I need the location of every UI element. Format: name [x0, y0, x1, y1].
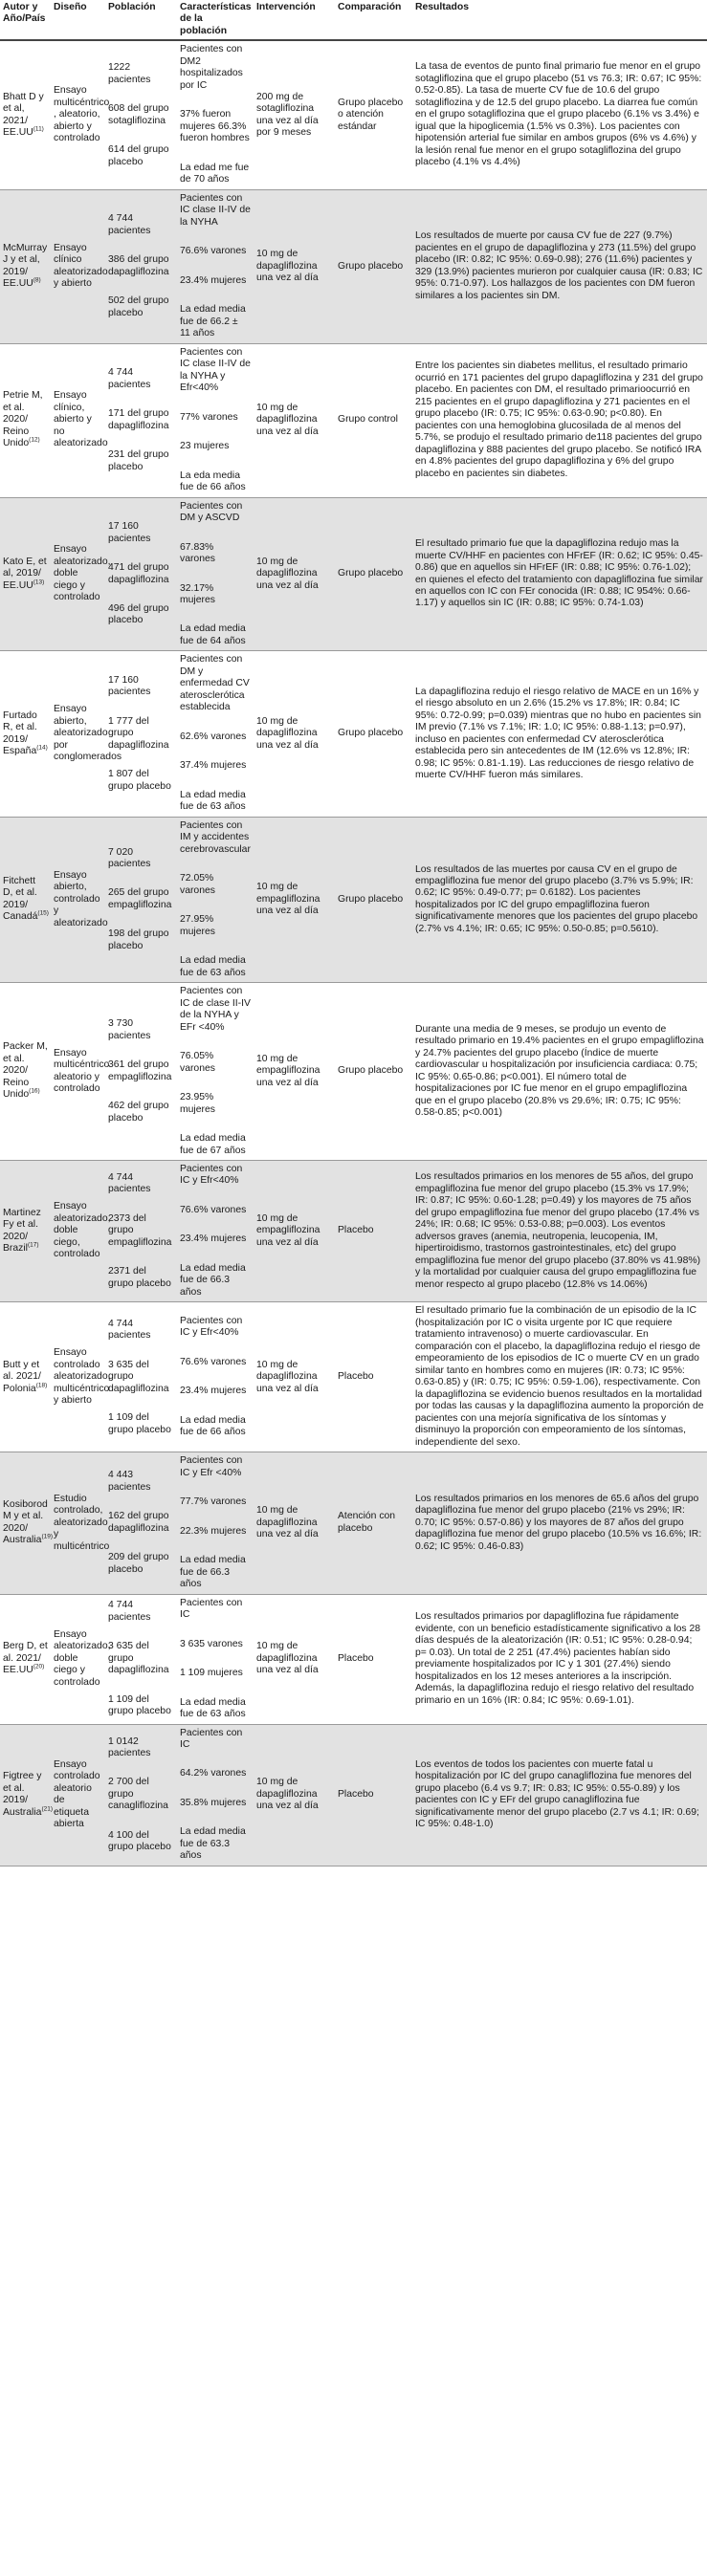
characteristic-item: La edad media fue de 63 años [180, 1696, 246, 1720]
characteristic-item: 23.95% mujeres [180, 1092, 215, 1115]
characteristic-item: Pacientes con IC [180, 1727, 243, 1750]
design-cell: Ensayo abierto, controlado y aleatorizado [51, 817, 105, 982]
author-name: McMurray J y et al, 2019/ EE.UU [3, 242, 48, 290]
comparison-cell: Grupo placebo [335, 189, 412, 343]
characteristic-item: 23 mujeres [180, 441, 230, 452]
comparison-cell: Placebo [338, 1652, 374, 1664]
author-cell [0, 1452, 51, 1594]
results-cell: El resultado primario fue la combinación de un episodio de la IC (hospitalización por IC o visita urgente por IC que requiere tratamiento intravenoso) o muerte cardiovascular. En comparación con el placebo, la dapagliflozina redujo el riesgo de empeoramiento de los episodios de IC o muerte CV en un grado similar tanto en hombres como en mujeres (IR: 0.73; IC 95%: 0.63-0.85) y (IR: 0.75; IC 95%: 0.59-1.06), respectivamente. Con la dapagliflozina se evidencio buenos resultados en la mortalidad por todas las causas y la dapagliflozina aumento la proporción de pacientes con una mejoría significativa de los síntomas y disminuyo la proporción con empeoramiento de los síntomas, independiente del sexo. [415, 1305, 704, 1448]
characteristic-item: La edad media fue de 66 años [180, 1414, 246, 1438]
comparison-cell: Grupo placebo [338, 728, 404, 739]
intervention-cell: 10 mg de dapagliflozina una vez al día [256, 1641, 319, 1676]
results-cell: Durante una media de 9 meses, se produjo un evento de resultado primario en 19.4% pacientes en el grupo empagliflozina y 24.7% pacientes del grupo placebo (Índice de muerte cardiovascular u hospitalización por insuficiencia cardiaca: 0.75; IC 95%: 0.65-0.86; p<0.001). El número total de hospitalizaciones por IC fue menor en el grupo empagliflozina que en el grupo placebo (20.8% vs 29.6%; IR: 0.75; IC 95%: 0.58-0.85; p<0.001) [415, 1023, 704, 1119]
author-cell [0, 983, 51, 1161]
population-item: 17 160 pacientes [108, 521, 151, 544]
characteristic-item: 76.6% varones [180, 1356, 247, 1367]
author-cell [0, 497, 51, 651]
reference-number: (12) [29, 436, 40, 444]
design-cell: Estudio controlado, aleatorizado y multicéntrico [51, 1452, 105, 1594]
results-cell: La tasa de eventos de punto final primario fue menor en el grupo sotagliflozina que el grupo placebo (51 vs 76.3; IR: 0.67; IC 95%: 0.52-0.85). La tasa de muerte CV fue de 10.6 del grupo sotagliflozina y de 12.5 del grupo placebo. La diarrea fue común en el grupo sotagliflozina que el grupo placebo (6.1% vs 3.4%) e igual que la hipoglicemia (1.5% vs 0.3%). Los pacientes con hipotensión arterial fue similar en ambos grupos (6% vs 4.6%) y la lesión renal fue menor en el grupo sotagliflozina del grupo placebo (4.1% vs 4.4%) [415, 61, 702, 168]
intervention-cell: 10 mg de dapagliflozina una vez al día [254, 1724, 335, 1866]
table-row [0, 1302, 707, 1452]
comparison-cell: Atención con placebo [335, 1452, 412, 1594]
design-cell: Ensayo controlado aleatorizado, multicéntrico y abierto [54, 1347, 111, 1407]
reference-number: (15) [37, 909, 49, 917]
characteristic-item: 22.3% mujeres [180, 1525, 247, 1537]
characteristic-item: La edad media fue de 66.3 años [180, 1555, 246, 1590]
author-cell [0, 40, 51, 189]
comparison-cell: Grupo placebo [335, 497, 412, 651]
characteristic-item: 77.7% varones [180, 1496, 247, 1508]
intervention-cell: 200 mg de sotagliflozina una vez al día por 9 meses [256, 91, 319, 139]
population-item: 4 443 pacientes [108, 1470, 151, 1493]
characteristics-cell [177, 1452, 254, 1594]
population-item: 502 del grupo placebo [108, 295, 169, 318]
population-item: 4 744 pacientes [108, 1600, 151, 1623]
reference-number: (14) [36, 744, 48, 752]
author-name: Butt y et al. 2021/ Polonia [3, 1359, 41, 1394]
population-item: 209 del grupo placebo [108, 1552, 169, 1575]
population-item: 608 del grupo sotagliflozina [108, 103, 169, 126]
results-cell: Los resultados primarios por dapagliflozina fue rápidamente evidente, con un beneficio estadísticamente significativo a los 28 días después de la aleatorización (IR: 0.51; IC 95%: 0.28-0.94; p= 0.03). Un total de 2 251 (47.4%) pacientes habían sido previamente hospitalizados por IC y 1 301 (27.4%) siendo hospitalizados en los 12 meses anteriores a la inscripción. Además, la dapagliflozina redujo el riesgo relativo del resultado primario en un 16% (IR: 0.84; IC 95%: 0.69-1.01). [415, 1611, 701, 1706]
characteristics-cell [177, 1594, 254, 1724]
intervention-cell: 10 mg de dapagliflozina una vez al día [254, 1452, 335, 1594]
reference-number: (13) [33, 579, 45, 586]
comparison-cell: Grupo control [338, 414, 398, 426]
comparison-cell: Grupo placebo [335, 817, 412, 982]
table-row [0, 1724, 707, 1866]
intervention-cell: 10 mg de dapagliflozina una vez al día [256, 402, 319, 437]
design-cell: Ensayo abierto, aleatorizado por conglomerados [54, 704, 122, 763]
characteristic-item: La edad me fue de 70 años [180, 162, 250, 186]
reference-number: (17) [27, 1241, 39, 1249]
population-item: 1 109 del grupo placebo [108, 1693, 171, 1717]
characteristic-item: 77% varones [180, 411, 238, 423]
author-name: Fitchett D, et al. 2019/ Canadá [3, 876, 38, 923]
population-cell [105, 1161, 177, 1302]
characteristic-item: 23.4% mujeres [180, 1386, 247, 1397]
design-cell: Ensayo aleatorizado, doble ciego y controlado [51, 497, 105, 651]
characteristic-item: 37.4% mujeres [180, 760, 247, 772]
population-item: 171 del grupo dapagliflozina [108, 408, 169, 431]
population-item: 231 del grupo placebo [108, 449, 169, 472]
characteristics-cell [177, 189, 254, 343]
characteristics-cell [177, 343, 254, 497]
table-row [0, 1161, 707, 1302]
table-row [0, 651, 707, 817]
characteristic-item: La edad media fue de 64 años [180, 623, 246, 646]
author-cell [0, 1161, 51, 1302]
characteristic-item: Pacientes con IC y Efr <40% [180, 1455, 243, 1478]
author-name: Kato E, et al, 2019/ EE.UU [3, 556, 47, 591]
characteristic-item: Pacientes con IC de clase II-IV de la NYHA y EFr <40% [180, 986, 251, 1033]
design-cell: Ensayo multicéntrico , aleatorio, abierto y controlado [54, 85, 110, 144]
header-results: Resultados [412, 0, 707, 40]
header-population: Población [105, 0, 177, 40]
characteristic-item: 23.4% mujeres [180, 1233, 247, 1245]
population-item: 361 del grupo empagliflozina [108, 1059, 172, 1082]
reference-number: (16) [29, 1087, 40, 1095]
characteristic-item: La eda media fue de 66 años [180, 469, 246, 493]
characteristic-item: La edad media fue de 66.2 ± 11 años [180, 304, 246, 339]
population-item: 1 109 del grupo placebo [108, 1412, 171, 1435]
table-row [0, 817, 707, 982]
design-cell: Ensayo clínico, abierto y no aleatorizado [54, 390, 108, 449]
characteristics-cell [177, 40, 254, 189]
results-cell: El resultado primario fue que la dapagliflozina redujo mas la muerte CV/HHF en pacientes con HFrEF (IR: 0.62; IC 95%: 0.45-0.86) que en aquellos sin HFrEF (IR: 0.88; IC 95%: 0.76-1.02); en quienes el efecto del tratamiento con dapagliflozina fue similar en aquellos con IC con FEr conocida (IR: 0.88; IC 954%: 0.66-1.17) y aquellos sin IC (IR: 0.88; IC 95%: 0.74-1.03) [412, 497, 707, 651]
design-cell: Ensayo aleatorizado, doble ciego, controlado [51, 1161, 105, 1302]
comparison-cell: Placebo [335, 1724, 412, 1866]
results-cell: Los resultados de muerte por causa CV fue de 227 (9.7%) pacientes en el grupo de dapagliflozina y 273 (11.5%) del grupo placebo (IR: 0.82; IC 95%: 0.69-0.98); 276 (11.6%) pacientes y 329 (13.9%) pacientes murieron por cualquier causa (IR: 0.83; IC 95%: 0.71-0.97). Los hallazgos de los pacientes con DM fueron similares a los pacientes sin DM. [412, 189, 707, 343]
population-item: 4 100 del grupo placebo [108, 1829, 171, 1853]
comparison-cell: Grupo placebo [338, 1065, 404, 1077]
characteristic-item: 62.6% varones [180, 731, 247, 742]
characteristic-item: 76.6% varones [180, 1204, 247, 1215]
intervention-cell: 10 mg de dapagliflozina una vez al día [256, 715, 319, 751]
population-cell [105, 817, 177, 982]
population-item: 614 del grupo placebo [108, 144, 169, 167]
intervention-cell: 10 mg de empagliflozina una vez al día [254, 1161, 335, 1302]
characteristic-item: La edad media fue de 63 años [180, 789, 246, 813]
population-item: 2371 del grupo placebo [108, 1266, 171, 1289]
header-characteristics: Características de la población [177, 0, 254, 40]
characteristic-item: 76.05% varones [180, 1051, 215, 1074]
design-cell: Ensayo multicéntrico aleatorio y controlado [54, 1047, 110, 1095]
table-row [0, 40, 707, 189]
characteristic-item: 76.6% varones [180, 246, 247, 257]
population-item: 1 0142 pacientes [108, 1736, 151, 1758]
characteristic-item: Pacientes con IC y Efr<40% [180, 1315, 243, 1339]
population-item: 2373 del grupo empagliflozina [108, 1212, 172, 1248]
header-comparison: Comparación [335, 0, 412, 40]
characteristic-item: Pacientes con IC y Efr<40% [180, 1164, 243, 1187]
author-name: Petrie M, et al. 2020/ Reino Unido [3, 390, 43, 449]
results-cell: Entre los pacientes sin diabetes mellitus, el resultado primario ocurrió en 171 pacientes del grupo dapagliflozina y 231 del grupo placebo. En pacientes con DM, el resultado primarioocurrió en 215 pacientes en el grupo dapagliflozina y 271 pacientes en el grupo placebo (IR: 0.75; IC 95%: 0.63-0.90; p<0.80). En pacientes con una hemoglobina glucosilada de al menos del 5.7%, se produjo el resultado primario de118 pacientes del grupo dapagliflozina y 888 pacientes del grupo placebo. Se notificó IRA en 4.8% pacientes del grupo dapagliflozina y 6% del grupo placebo en pacientes sin diabetes. [415, 360, 703, 479]
characteristic-item: 72.05% varones [180, 873, 215, 896]
header-author: Autor y Año/País [0, 0, 51, 40]
population-cell [105, 1452, 177, 1594]
population-item: 3 730 pacientes [108, 1018, 151, 1041]
characteristic-item: 3 635 varones [180, 1638, 243, 1649]
population-cell [105, 983, 177, 1161]
population-cell [105, 497, 177, 651]
characteristic-item: 37% fueron mujeres 66.3% fueron hombres [180, 109, 250, 144]
reference-number: (11) [33, 125, 44, 133]
characteristic-item: La edad media fue de 63.3 años [180, 1826, 246, 1862]
population-item: 2 700 del grupo canagliflozina [108, 1777, 168, 1812]
characteristic-item: 64.2% varones [180, 1768, 247, 1779]
characteristic-item: 32.17% mujeres [180, 582, 215, 605]
characteristics-cell [177, 1161, 254, 1302]
characteristic-item: La edad media fue de 63 años [180, 955, 246, 978]
population-item: 1 807 del grupo placebo [108, 769, 171, 792]
population-cell [105, 1724, 177, 1866]
population-item: 1 777 del grupo dapagliflozina [108, 715, 169, 751]
table-row [0, 497, 707, 651]
characteristic-item: Pacientes con DM y enfermedad CV aterosclerótica establecida [180, 654, 250, 713]
population-item: 462 del grupo placebo [108, 1101, 169, 1124]
intervention-cell: 10 mg de dapagliflozina una vez al día [256, 1359, 319, 1394]
intervention-cell: 10 mg de empagliflozina una vez al día [254, 817, 335, 982]
table-row [0, 189, 707, 343]
table-header-row [0, 0, 707, 40]
population-cell [105, 40, 177, 189]
author-cell [0, 343, 51, 497]
author-name: Martinez Fy et al. 2020/ Brazil [3, 1207, 41, 1255]
results-cell: La dapagliflozina redujo el riesgo relativo de MACE en un 16% y el riesgo absoluto en un 2.6% (15.2% vs 17.8%; IR: 0.84; IC 95%: 0.72-0.99; p=0.039) mientras que no hubo en pacientes sin IM previo (7.1% vs 7.1%; IR: 1.0; IC 95%: 0.88-1.13; p=0.97), incluso en pacientes con enfermedad CV aterosclerótica establecida pero sin antecedentes de IM (12.6% vs 12.8%; IR: 0.98; IC 95%: 0.81-1.19). Las reducciones de riesgo relativo de muerte CV/HHF fueron más similares. [415, 686, 701, 781]
intervention-cell: 10 mg de dapagliflozina una vez al día [254, 497, 335, 651]
table-row [0, 1452, 707, 1594]
population-item: 7 020 pacientes [108, 846, 151, 869]
population-item: 3 635 del grupo dapagliflozina [108, 1641, 169, 1676]
characteristic-item: 27.95% mujeres [180, 914, 215, 937]
results-cell: Los resultados primarios en los menores de 55 años, del grupo empagliflozina fue menor del grupo placebo (15.3% vs 17.9%; IR: 0.87; IC 95%: 0.60-1.28; p=0.49) y los mayores de 75 años del grupo empagliflozina fue menor del grupo placebo (17.4% vs 24%; IR: 0.68; IC 95%: 0.53-0.88; p=0.003). Los eventos adversos graves (anemia, neutropenia, leucopenia, IM, hipertiroidismo, trastornos gastrointestinales, etc) del grupo empagliflozina fue menor del grupo placebo (37.80% vs 41.98%) y la mortalidad por cualquier causa del grupo empagliflozina fue menor respecto al grupo placebo (12.8% vs 14.06%) [412, 1161, 707, 1302]
header-intervention: Intervención [254, 0, 335, 40]
characteristic-item: 1 109 mujeres [180, 1668, 243, 1679]
author-cell [0, 1302, 51, 1452]
population-cell [105, 651, 177, 817]
header-design: Diseño [51, 0, 105, 40]
comparison-cell: Placebo [335, 1161, 412, 1302]
population-item: 4 744 pacientes [108, 367, 151, 390]
author-name: Bhatt D y et al, 2021/ EE.UU [3, 91, 44, 139]
table-row [0, 343, 707, 497]
table-row [0, 1594, 707, 1724]
characteristic-item: Pacientes con IC [180, 1597, 243, 1621]
population-item: 17 160 pacientes [108, 674, 151, 698]
population-cell [105, 1594, 177, 1724]
author-cell [0, 817, 51, 982]
characteristics-cell [177, 1724, 254, 1866]
author-name: Packer M, et al. 2020/ Reino Unido [3, 1041, 48, 1101]
design-cell: Ensayo clínico aleatorizado y abierto [51, 189, 105, 343]
characteristic-item: Pacientes con IM y accidentes cerebrovascular [180, 819, 251, 855]
characteristic-item: 67.83% varones [180, 541, 215, 565]
characteristic-item: La edad media fue de 66.3 años [180, 1262, 246, 1298]
design-cell: Ensayo aleatorizado, doble ciego y controlado [54, 1628, 111, 1688]
author-name: Figtree y et al. 2019/ Australia [3, 1771, 42, 1818]
characteristic-item: Pacientes con IC clase II-IV de la NYHA [180, 192, 251, 228]
reference-number: (8) [33, 276, 41, 284]
population-item: 471 del grupo dapagliflozina [108, 562, 169, 585]
population-item: 265 del grupo empagliflozina [108, 887, 172, 910]
intervention-cell: 10 mg de empagliflozina una vez al día [256, 1053, 320, 1088]
population-cell [105, 189, 177, 343]
reference-number: (21) [41, 1805, 53, 1813]
reference-number: (19) [41, 1533, 53, 1540]
population-item: 162 del grupo dapagliflozina [108, 1511, 169, 1534]
characteristics-cell [177, 497, 254, 651]
comparison-cell: Placebo [338, 1371, 374, 1383]
table-row [0, 983, 707, 1161]
characteristic-item: La edad media fue de 67 años [180, 1133, 246, 1156]
population-item: 386 del grupo dapagliflozina [108, 254, 169, 277]
reference-number: (20) [33, 1663, 45, 1670]
results-cell: Los resultados primarios en los menores de 65.6 años del grupo dapagliflozina fue menor del grupo placebo (21% vs 29%; IR: 0.70; IC 95%: 0.57-0.86) y los mayores de 87 años del grupo dapagliflozina fue menor del grupo placebo (10.5% vs 16.6%; IR: 0.62; IC 95%: 0.46-0.83) [412, 1452, 707, 1594]
population-item: 496 del grupo placebo [108, 602, 169, 626]
characteristic-item: Pacientes con IC clase II-IV de la NYHA y Efr<40% [180, 346, 251, 394]
author-name: Berg D, et al. 2021/ EE.UU [3, 1641, 48, 1676]
results-cell: Los eventos de todos los pacientes con muerte fatal u hospitalización por IC del grupo canagliflozina fue menores del grupo placebo (6.4 vs 9.7; IR: 0.83; IC 95%: 0.55-0.89) y los pacientes con IC y EFr del grupo canagliflozina fue significativamente menor del grupo placebo (2.7 vs 4.1; IR: 0.69; IC 95%: 0.48-1.0) [412, 1724, 707, 1866]
author-name: Kosiborod M y et al. 2020/ Australia [3, 1498, 48, 1546]
characteristics-cell [177, 817, 254, 982]
population-item: 4 744 pacientes [108, 213, 151, 236]
reference-number: (18) [35, 1382, 48, 1389]
author-cell [0, 651, 51, 817]
characteristics-cell [177, 983, 254, 1161]
population-item: 4 744 pacientes [108, 1318, 151, 1342]
population-item: 3 635 del grupo dapagliflozina [108, 1359, 169, 1394]
author-cell [0, 189, 51, 343]
population-item: 4 744 pacientes [108, 1172, 151, 1195]
author-cell [0, 1594, 51, 1724]
intervention-cell: 10 mg de dapagliflozina una vez al día [254, 189, 335, 343]
characteristics-cell [177, 1302, 254, 1452]
author-name: Furtado R, et al. 2019/ España [3, 709, 37, 757]
author-cell [0, 1724, 51, 1866]
characteristic-item: 35.8% mujeres [180, 1797, 247, 1808]
population-item: 1222 pacientes [108, 62, 151, 85]
population-cell [105, 1302, 177, 1452]
design-cell: Ensayo controlado aleatorio de etiqueta abierta [51, 1724, 105, 1866]
comparison-cell: Grupo placebo o atención estándar [338, 97, 404, 132]
characteristic-item: Pacientes con DM y ASCVD [180, 500, 243, 524]
characteristics-cell [177, 651, 254, 817]
population-cell [105, 343, 177, 497]
results-cell: Los resultados de las muertes por causa CV en el grupo de empagliflozina fue menor del grupo placebo (3.7% vs 5.9%; IR: 0.62; IC 95%: 0.49-0.77; p= 0.6182). Los pacientes hospitalizados por IC del grupo empagliflozina fueron significativamente menores que los pacientes del grupo placebo (2.7% vs 4.1%; IR: 0.65; IC 95%: 0.50-0.85; p=0.5610). [412, 817, 707, 982]
characteristic-item: 23.4% mujeres [180, 274, 247, 286]
population-item: 198 del grupo placebo [108, 928, 169, 951]
characteristic-item: Pacientes con DM2 hospitalizados por IC [180, 44, 243, 91]
